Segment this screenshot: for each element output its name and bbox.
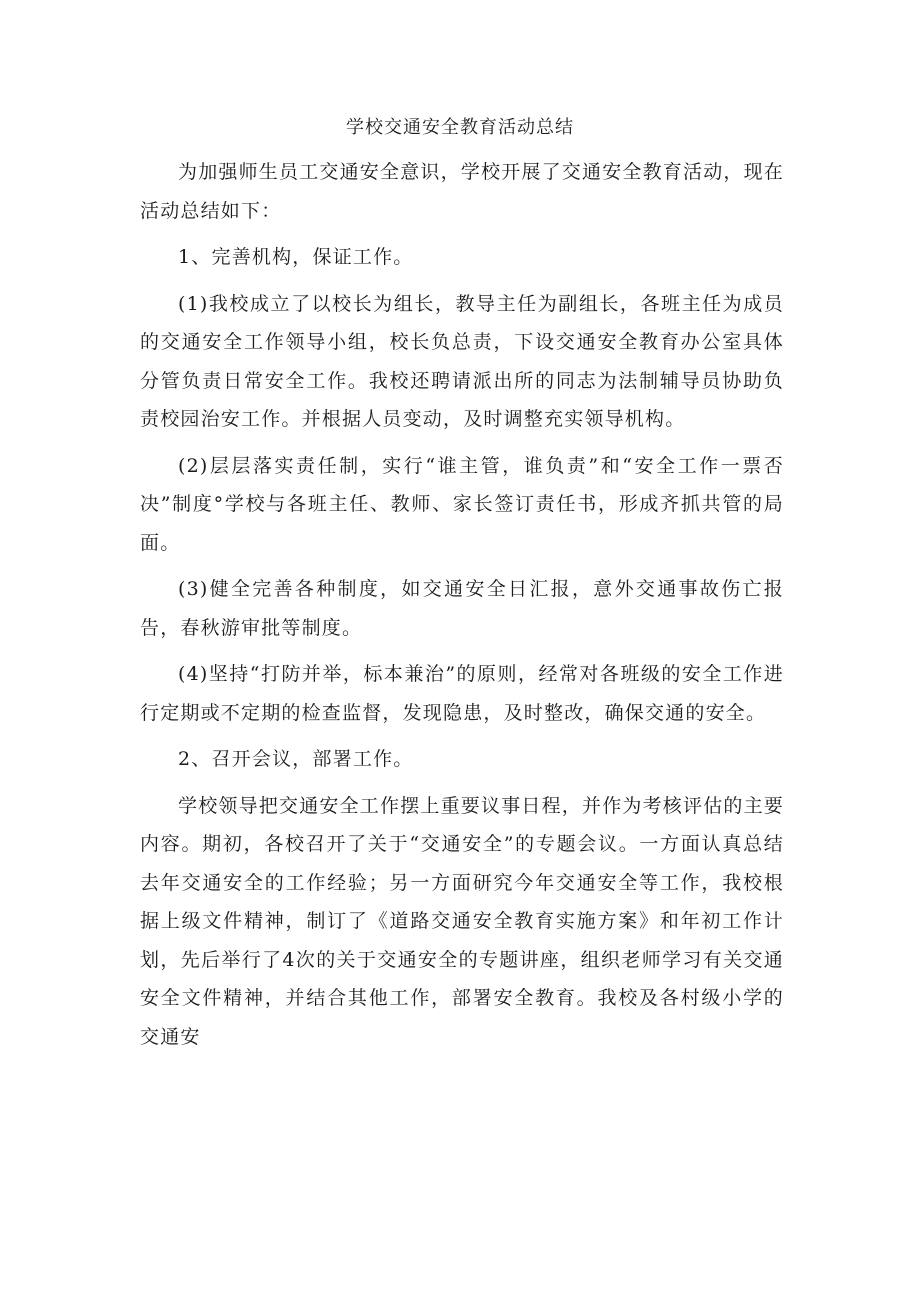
paragraph-item-3: (3)健全完善各种制度，如交通安全日汇报，意外交通事故伤亡报告，春秋游审批等制度。 <box>140 578 784 639</box>
paragraph-meetings: 学校领导把交通安全工作摆上重要议事日程，并作为考核评估的主要内容。期初，各校召开了关于“交通安全”的专题会议。一方面认真总结去年交通安全的工作经验；另一方面研究今年交通安全等工作，我校根据上级文件精神，制订了《道路交通安全教育实施方案》和年初工作计划，先后举行了4次的关于交通安全的专题讲座，组织老师学习有关交通安全文件精神，并结合其他工作，部署安全教育。我校及各村级小学的交通安 <box>140 794 785 1048</box>
intro-paragraph: 为加强师生员工交通安全意识，学校开展了交通安全教育活动，现在活动总结如下： <box>140 161 785 222</box>
section-heading-2: 2、召开会议，部署工作。 <box>178 748 414 770</box>
paragraph-item-2: (2)层层落实责任制，实行“谁主管，谁负责”和“安全工作一票否决”制度°学校与各班主任、教师、家长签订责任书，形成齐抓共管的局面。 <box>140 454 784 554</box>
paragraph-item-1: (1)我校成立了以校长为组长，教导主任为副组长，各班主任为成员的交通安全工作领导小组，校长负总责，下设交通安全教育办公室具体分管负责日常安全工作。我校还聘请派出所的同志为法制辅导员协助负责校园治安工作。并根据人员变动，及时调整充实领导机构。 <box>140 292 784 430</box>
document-title: 学校交通安全教育活动总结 <box>346 117 574 138</box>
section-heading-1: 1、完善机构，保证工作。 <box>178 246 414 268</box>
paragraph-item-4: (4)坚持“打防并举，标本兼治”的原则，经常对各班级的安全工作进行定期或不定期的检查监督，发现隐患，及时整改，确保交通的安全。 <box>140 663 784 724</box>
document-body <box>140 153 784 1064</box>
